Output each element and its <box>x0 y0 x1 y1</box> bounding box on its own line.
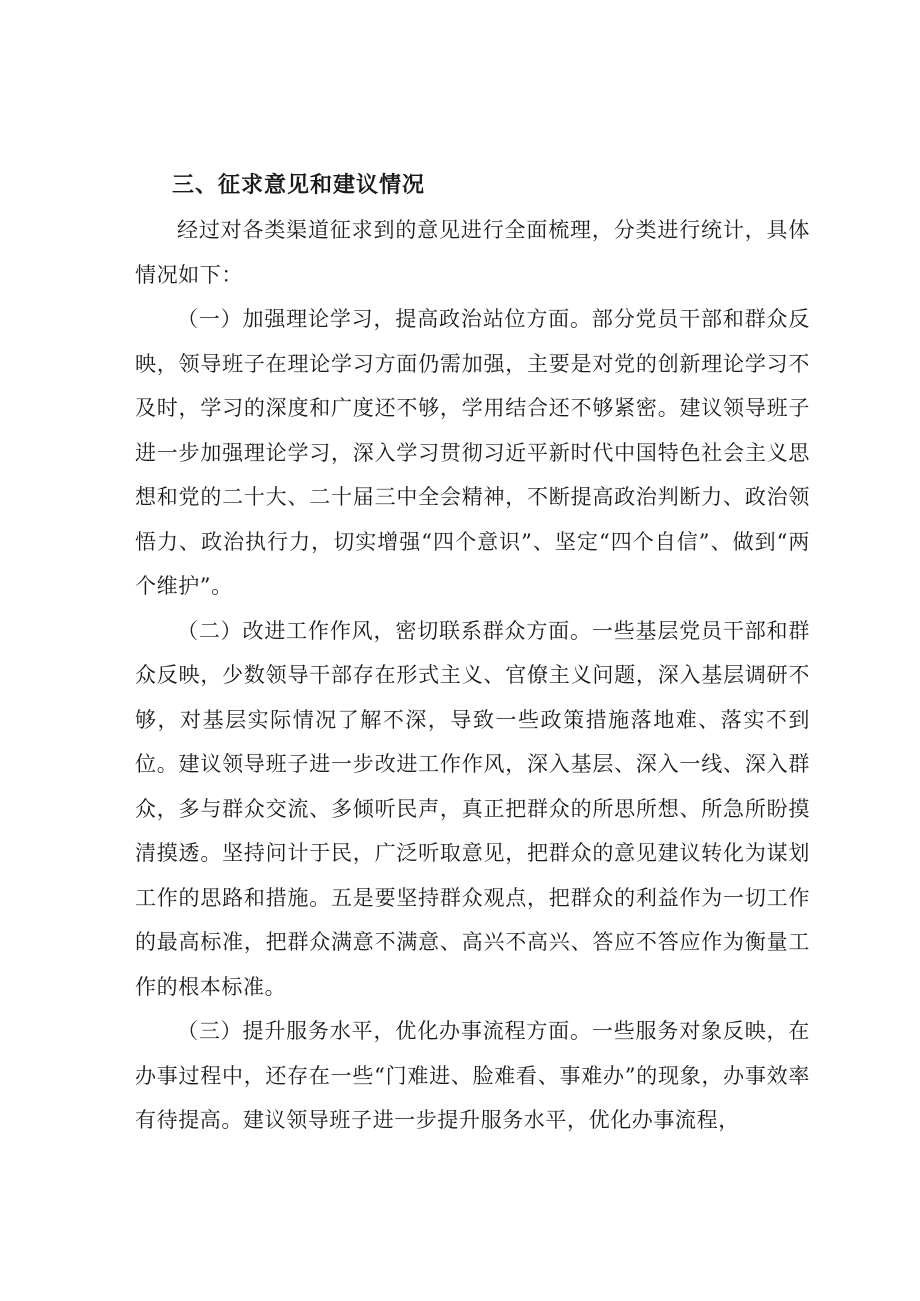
paragraph-work-style: （二）改进工作作风，密切联系群众方面。一些基层党员干部和群众反映，少数领导干部存在形式主义、官僚主义问题，深入基层调研不够，对基层实际情况了解不深，导致一些政策措施落地难、落实不到位。建议领导班子进一步改进工作作风，深入基层、深入一线、深入群众，多与群众交流、多倾听民声，真正把群众的所思所想、所急所盼摸清摸透。坚持问计于民，广泛听取意见，把群众的意见建议转化为谋划工作的思路和措施。五是要坚持群众观点，把群众的利益作为一切工作的最高标准，把群众满意不满意、高兴不高兴、答应不答应作为衡量工作的根本标准。 <box>135 618 810 999</box>
paragraph-theory-study: （一）加强理论学习，提高政治站位方面。部分党员干部和群众反映，领导班子在理论学习方面仍需加强，主要是对党的创新理论学习不及时，学习的深度和广度还不够，学用结合还不够紧密。建议领导班子进一步加强理论学习，深入学习贯彻习近平新时代中国特色社会主义思想和党的二十大、二十届三中全会精神，不断提高政治判断力、政治领悟力、政治执行力，切实增强“四个意识”、坚定“四个自信”、做到“两个维护”。 <box>135 307 810 598</box>
section-heading: 三、征求意见和建议情况 <box>172 173 426 198</box>
intro-paragraph: 经过对各类渠道征求到的意见进行全面梳理，分类进行统计，具体情况如下： <box>135 218 810 287</box>
document-body <box>135 168 810 1143</box>
paragraph-service-level: （三）提升服务水平，优化办事流程方面。一些服务对象反映，在办事过程中，还存在一些“门难进、脸难看、事难办”的现象，办事效率有待提高。建议领导班子进一步提升服务水平，优化办事流程， <box>135 1019 810 1132</box>
